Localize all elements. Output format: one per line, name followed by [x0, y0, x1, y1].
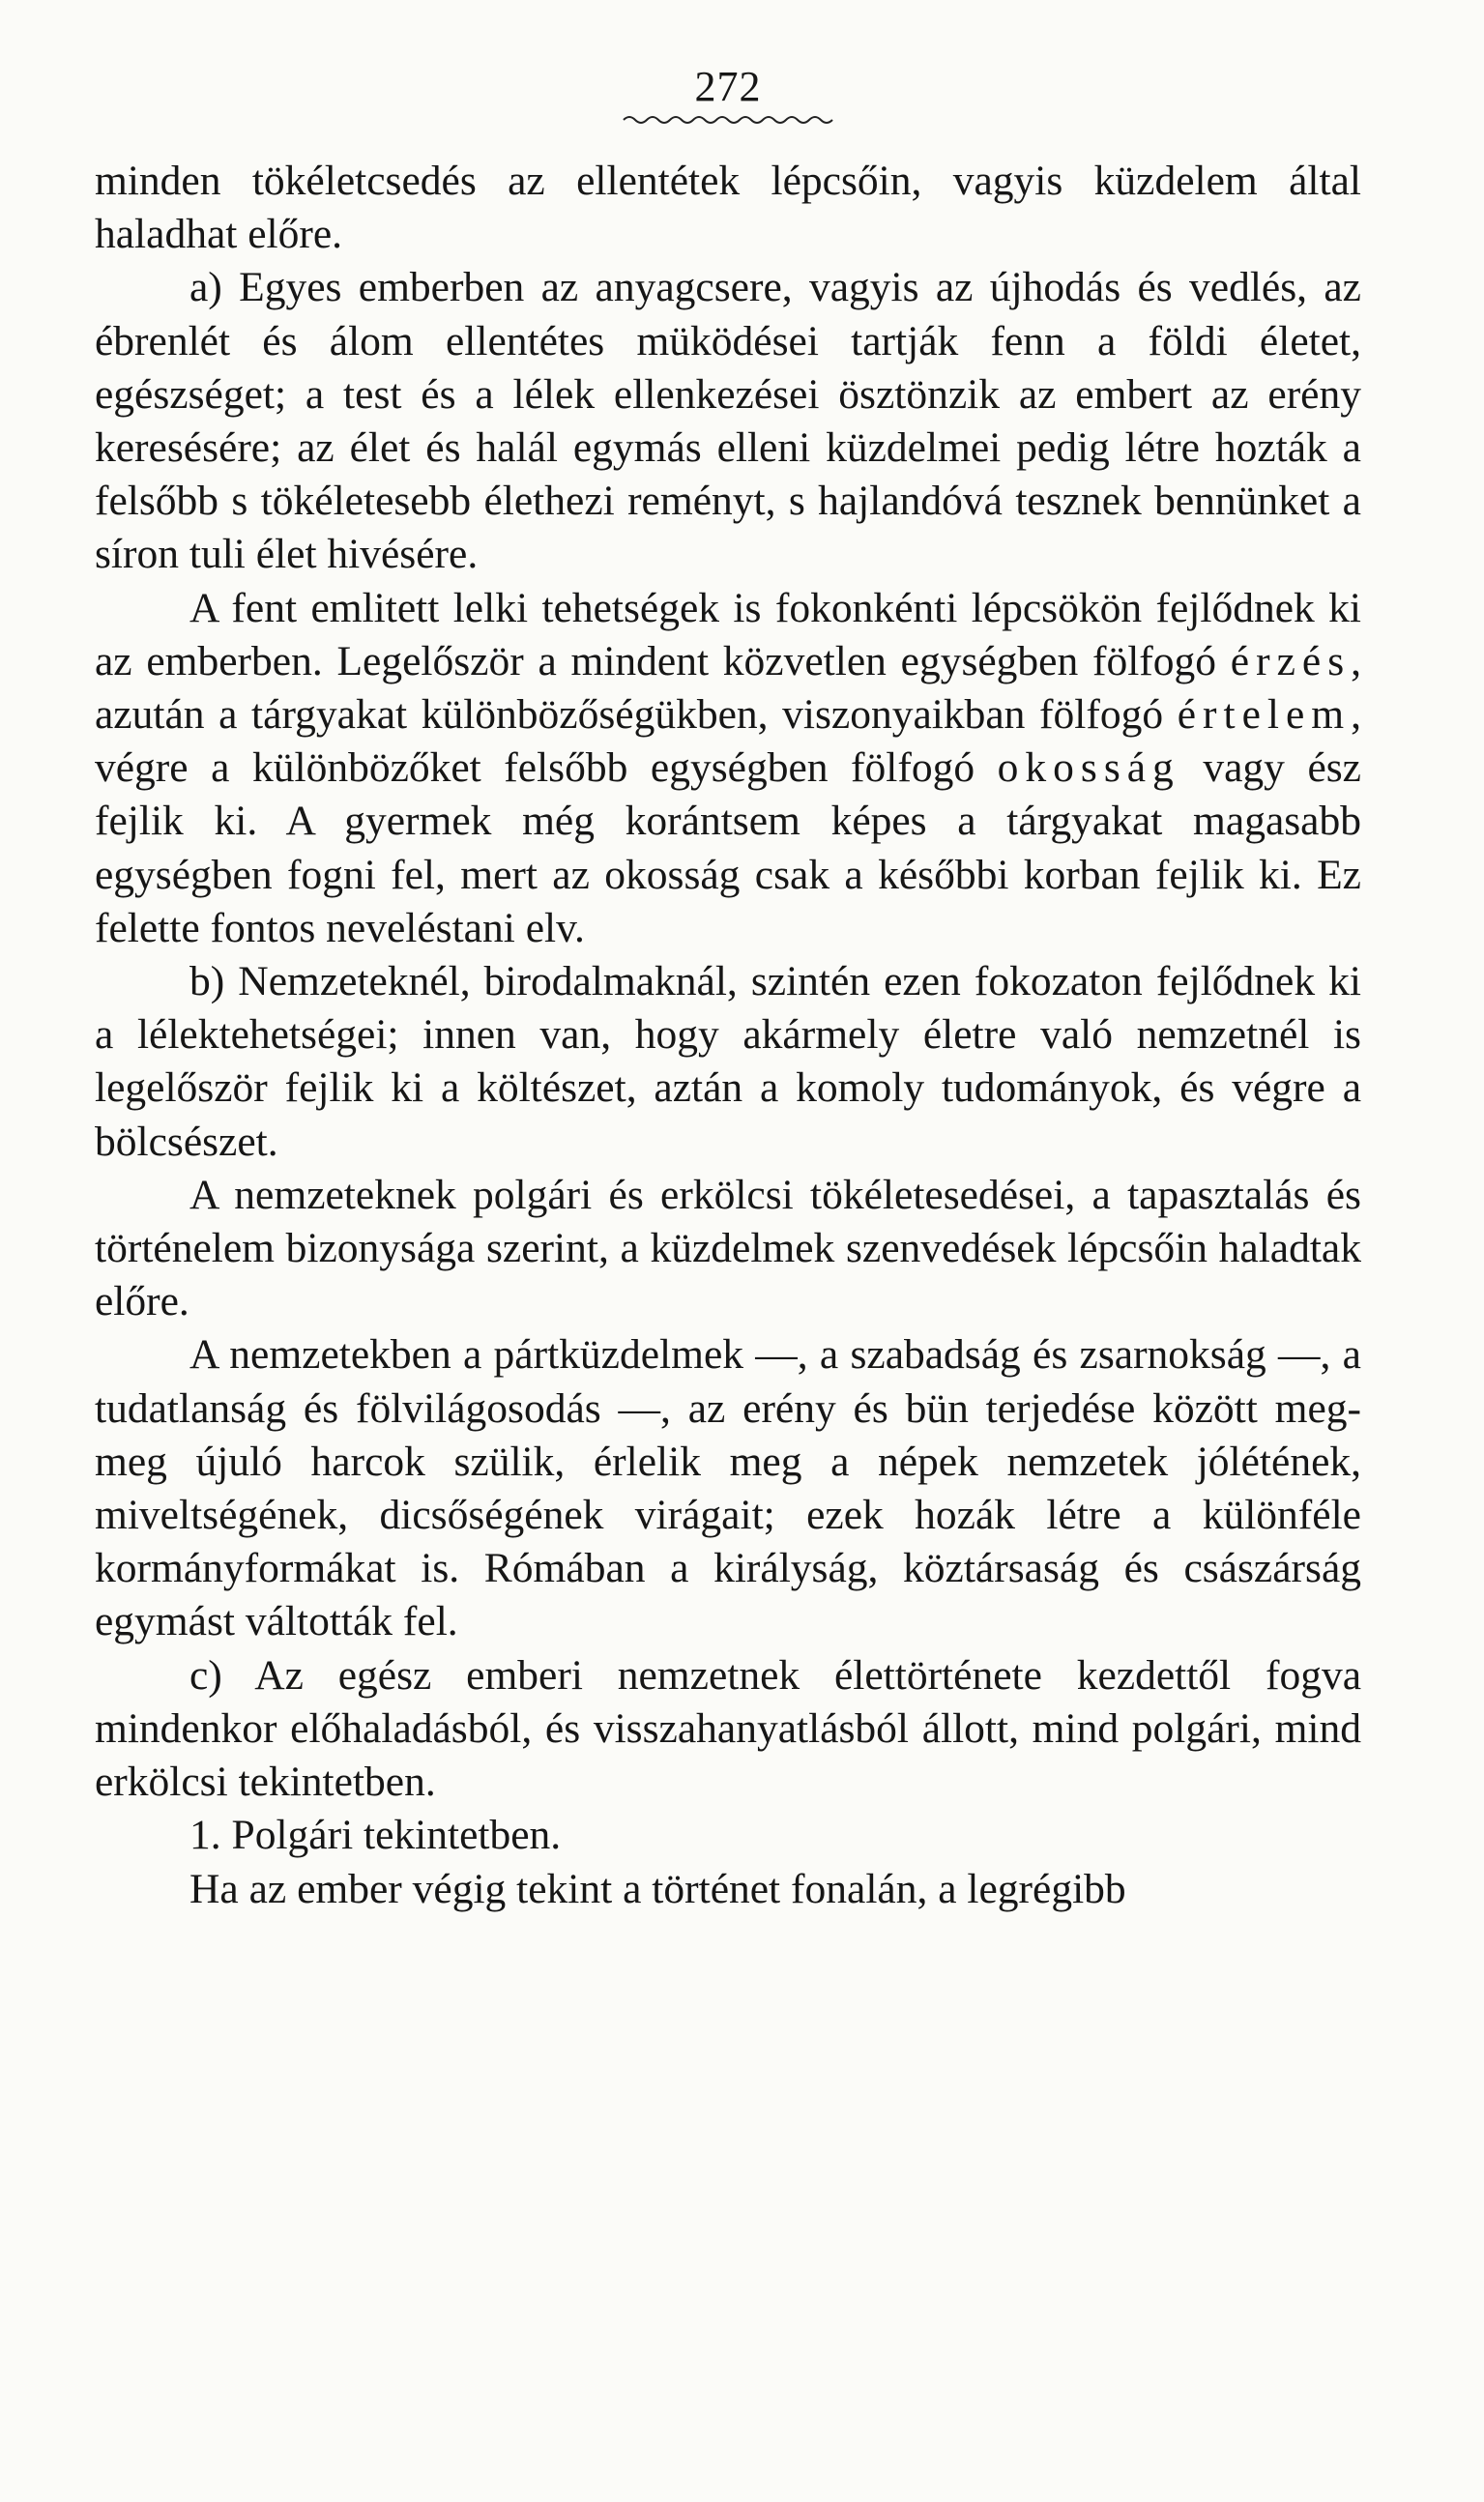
spaced-term-erzes: érzés	[1230, 637, 1352, 684]
spaced-term-okossag: okosság	[997, 744, 1180, 792]
spaced-term-ertelem: értelem	[1177, 691, 1352, 739]
paragraph-last: Ha az ember végig tekint a történet fonalán, a legrégibb	[189, 1865, 1126, 1912]
paragraph-struggles: A nemzetekben a pártküzdelmek —, a szabadság és zsarnokság —, a tudatlanság és fölvilágosodás —, az erény és bün terjedése között meg-meg újuló harcok szülik, érlelik meg a népek nemzetek jólétének, miveltségének, dicsőségének virágait; ezek hozák létre a különféle kormányformákat is. Rómában a királyság, köztársaság és császárság egymást váltották fel.	[95, 1331, 1361, 1645]
page-number: 272	[694, 63, 762, 110]
paragraph-1: minden tökéletcsedés az ellentétek lépcsőin, vagyis küzdelem által haladhat előre.	[95, 158, 1361, 258]
paragraph-nations: A nemzeteknek polgári és erkölcsi tökéletesedései, a tapasztalás és történelem bizonysága szerint, a küzdelmek szenvedések lépcsőin haladtak előre.	[95, 1171, 1361, 1325]
book-page	[95, 58, 1361, 1916]
section-heading-civil: 1. Polgári tekintetben.	[189, 1812, 562, 1859]
paragraph-b: b) Nemzeteknél, birodalmaknál, szintén ezen fokozaton fejlődnek ki a lélektehetségei; innen van, hogy akármely életre való nemzetnél is legelőször fejlik ki a költészet, aztán a komoly tudományok, és végre a bölcsészet.	[95, 958, 1361, 1165]
paragraph-a: a) Egyes emberben az anyagcsere, vagyis az újhodás és vedlés, az ébrenlét és álom ellentétes müködései tartják fenn a földi életet, egészséget; a test és a lélek ellenkezései ösztönzik az embert az erény keresésére; az élet és halál egymás elleni küzdelmei pedig létre hozták a felsőbb s tökéletesebb élethezi reményt, s hajlandóvá tesznek bennünket a síron tuli élet hivésére.	[95, 264, 1361, 578]
body-text	[95, 155, 1361, 1916]
paragraph-faculties: A fent emlitett lelki tehetségek is fokonkénti lépcsökön fejlődnek ki az emberben. Legelőször a mindent közvetlen egységben fölfogó érzés, azután a tárgyakat különbözőségükben, viszonyaikban fölfogó értelem, végre a különbözőket felsőbb egységben fölfogó okosság vagy ész fejlik ki. A gyermek még korántsem képes a tárgyakat magasabb egységben fogni fel, mert az okosság csak a későbbi korban fejlik ki. Ez felette fontos neveléstani elv.	[95, 584, 1361, 951]
paragraph-c: c) Az egész emberi nemzetnek élettörténete kezdettől fogva mindenkor előhaladásból, és visszahanyatlásból állott, mind polgári, mind erkölcsi tekintetben.	[95, 1651, 1361, 1806]
